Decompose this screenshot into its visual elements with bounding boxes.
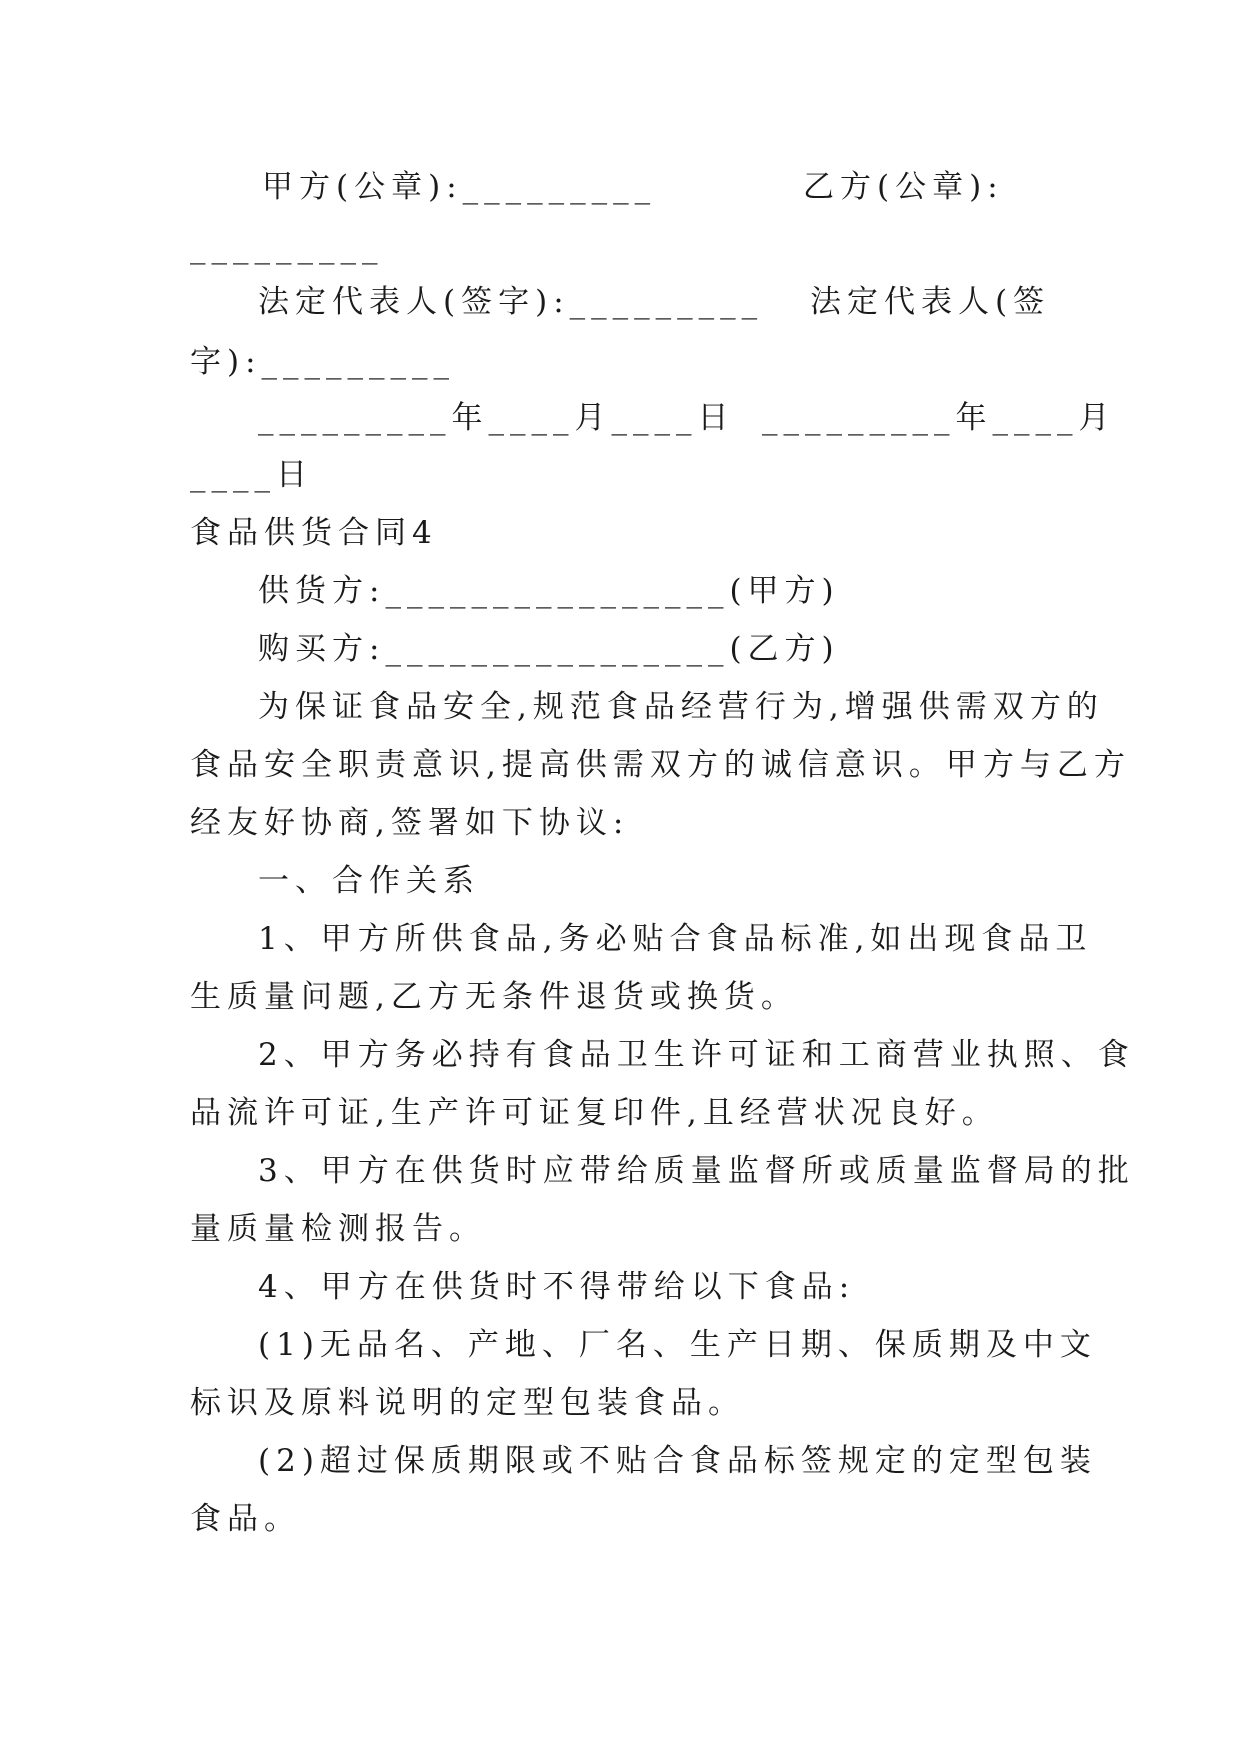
rep-a-line: 法定代表人(签字):_________ [258, 284, 764, 320]
item-1-line-2: 标识及原料说明的定型包装食品。 [190, 1385, 745, 1421]
clause-2-line-2: 品流许可证,生产许可证复印件,且经营状况良好。 [190, 1095, 999, 1131]
item-2-line-1: (2)超过保质期限或不贴合食品标签规定的定型包装 [258, 1443, 1097, 1479]
party-b-seal-blank: _________ [190, 229, 384, 265]
supplier-line: 供货方:________________(甲方) [258, 573, 840, 609]
item-1-line-1: (1)无品名、产地、厂名、生产日期、保质期及中文 [258, 1327, 1097, 1363]
party-a-seal-line: 甲方(公章):_________ [262, 169, 657, 205]
clause-1-line-1: 1、甲方所供食品,务必贴合食品标准,如出现食品卫 [258, 921, 1093, 957]
item-2-line-2: 食品。 [190, 1501, 301, 1537]
section-heading: 一、合作关系 [258, 863, 480, 899]
preamble-line-3: 经友好协商,签署如下协议: [190, 805, 630, 841]
clause-4-line: 4、甲方在供货时不得带给以下食品: [258, 1269, 856, 1305]
clause-3-line-2: 量质量检测报告。 [190, 1211, 486, 1247]
contract-title: 食品供货合同4 [190, 515, 438, 551]
clause-1-line-2: 生质量问题,乙方无条件退货或换货。 [190, 979, 798, 1015]
rep-b-line: 法定代表人(签 [810, 284, 1051, 320]
preamble-line-2: 食品安全职责意识,提高供需双方的诚信意识。甲方与乙方 [190, 747, 1131, 783]
clause-2-line-1: 2、甲方务必持有食品卫生许可证和工商营业执照、食 [258, 1037, 1135, 1073]
buyer-line: 购买方:________________(乙方) [258, 631, 840, 667]
date-b-line-cont: ____日 [190, 457, 313, 493]
rep-b-line-cont: 字):_________ [190, 344, 456, 380]
date-a-line: _________年____月____日 [258, 400, 735, 436]
party-b-seal-line: 乙方(公章): [803, 169, 1004, 205]
clause-3-line-1: 3、甲方在供货时应带给质量监督所或质量监督局的批 [258, 1153, 1135, 1189]
date-b-line: _________年____月 [762, 400, 1116, 436]
preamble-line-1: 为保证食品安全,规范食品经营行为,增强供需双方的 [258, 689, 1104, 725]
